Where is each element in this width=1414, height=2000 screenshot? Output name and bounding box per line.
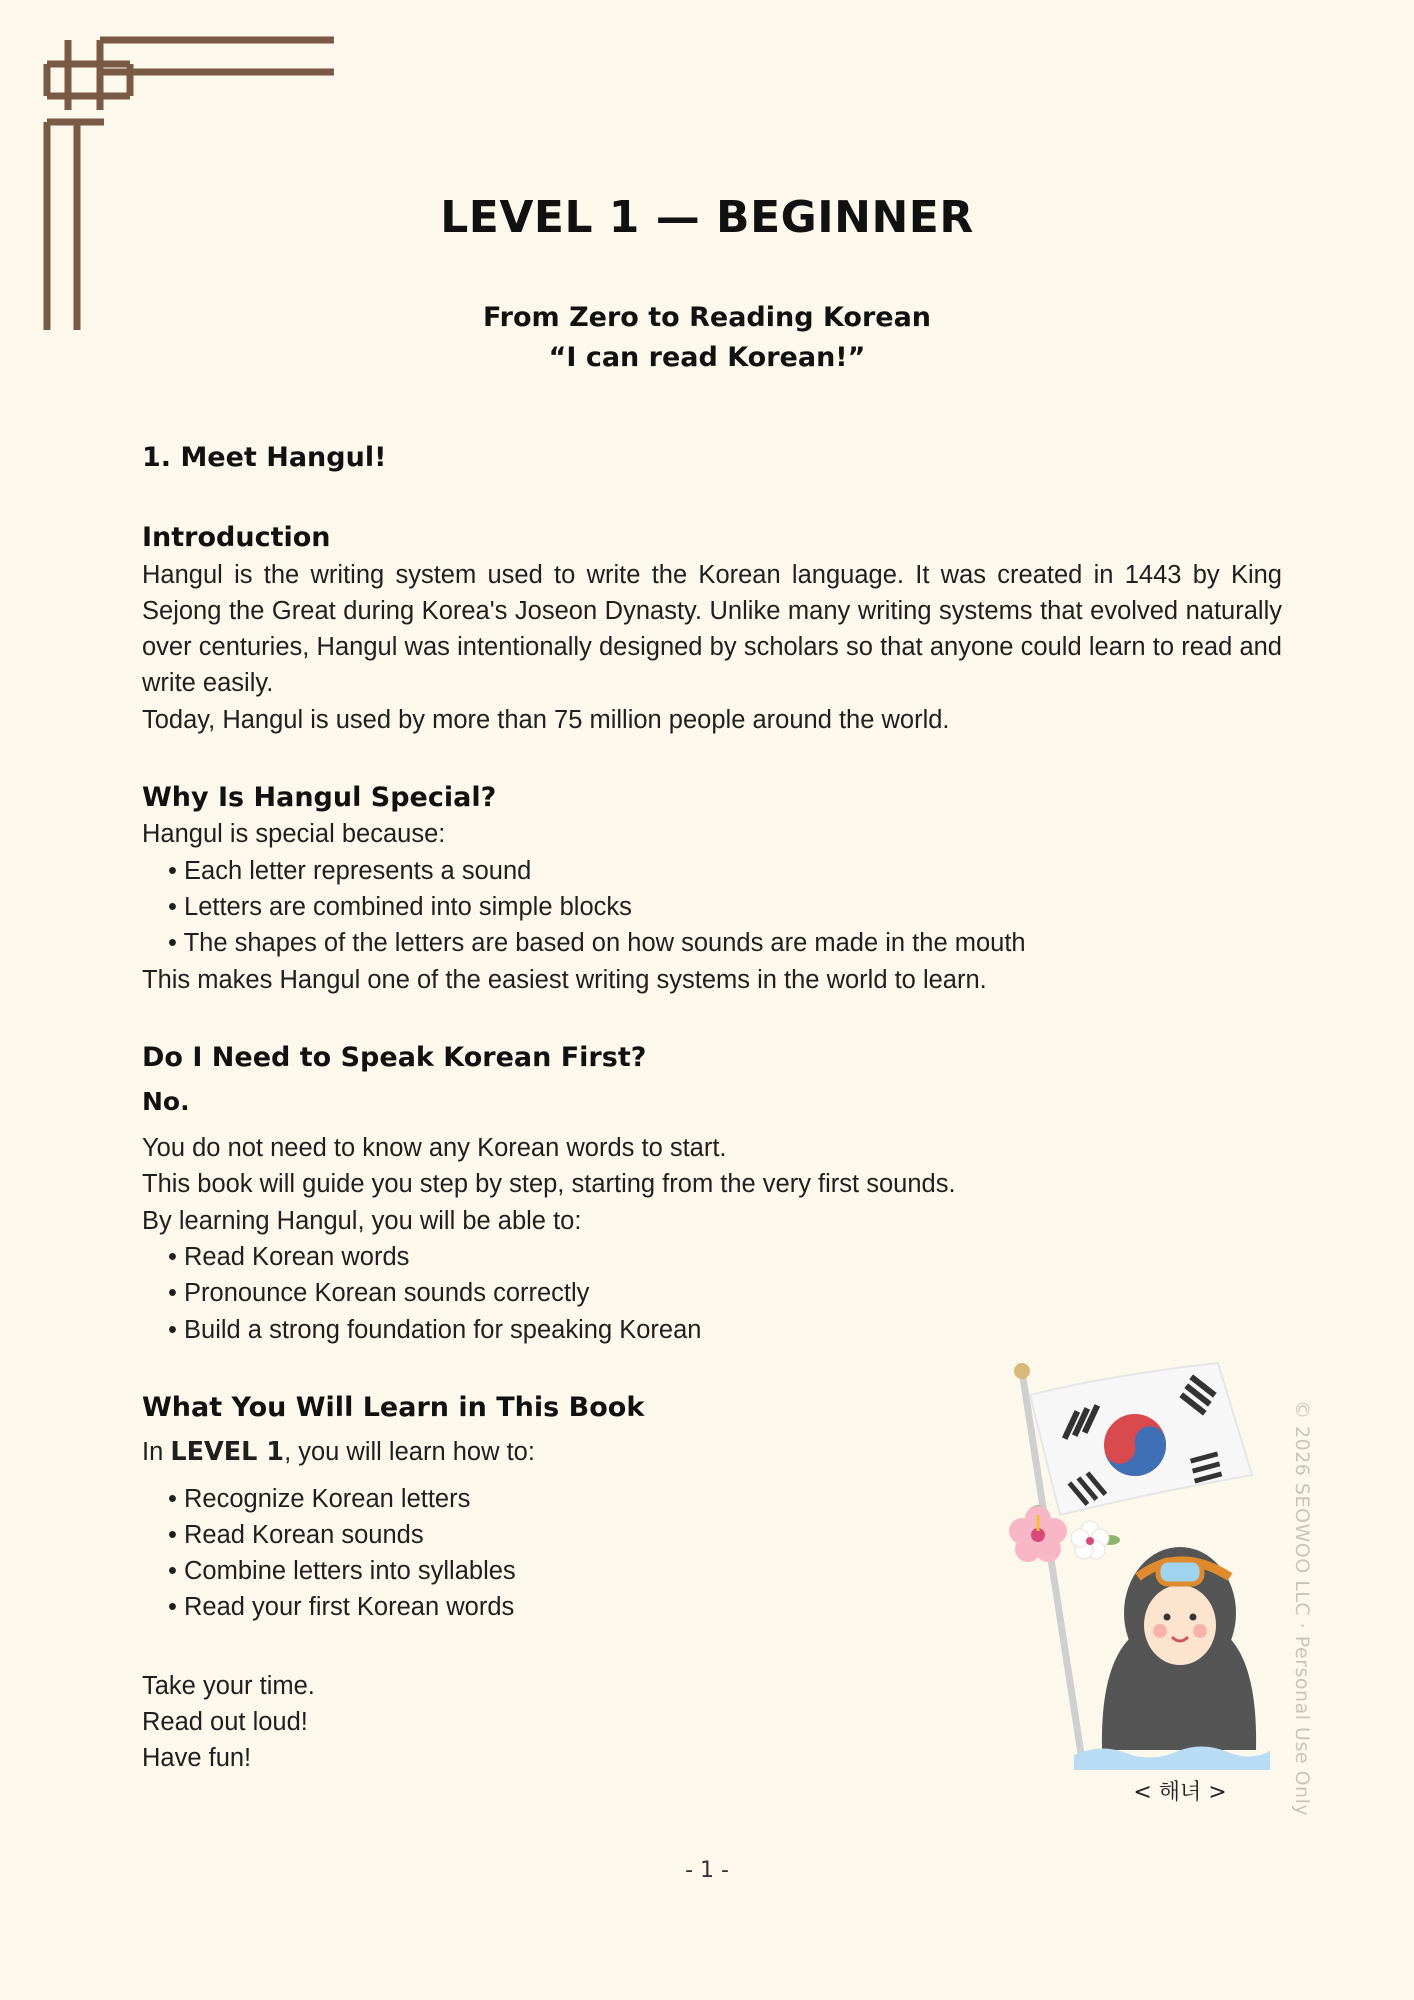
section-heading: 1. Meet Hangul! bbox=[142, 442, 387, 473]
speak-first-answer: No. bbox=[142, 1087, 190, 1117]
list-item: • Build a strong foundation for speaking Korean bbox=[168, 1312, 1282, 1348]
copyright-watermark: © 2026 SEOWOO LLC · Personal Use Only bbox=[1291, 1400, 1313, 1817]
learn-lead: In LEVEL 1, you will learn how to: bbox=[142, 1437, 535, 1468]
page-title: LEVEL 1 — BEGINNER bbox=[440, 192, 974, 243]
list-item: • Each letter represents a sound bbox=[168, 853, 1282, 889]
list-item: • Read Korean words bbox=[168, 1239, 1282, 1275]
why-special-lead: Hangul is special because: bbox=[142, 820, 446, 849]
illustration-caption: < 해녀 > bbox=[1133, 1780, 1227, 1805]
list-item: • Read Korean sounds bbox=[168, 1517, 1282, 1553]
speak-first-line: You do not need to know any Korean words to start. bbox=[142, 1134, 727, 1163]
list-item: • Pronounce Korean sounds correctly bbox=[168, 1275, 1282, 1311]
speak-first-line: This book will guide you step by step, starting from the very first sounds. bbox=[142, 1170, 956, 1199]
subtitle-quote: “I can read Korean!” bbox=[548, 342, 866, 373]
speak-first-line: By learning Hangul, you will be able to: bbox=[142, 1206, 582, 1235]
level-label: LEVEL 1 bbox=[170, 1437, 285, 1468]
introduction-paragraph: Hangul is the writing system used to write the Korean language. It was created in 1443 by King Sejong the Great during Korea's Joseon Dynasty. Unlike many writing systems that evolved naturally over centuries, Hangul was intentionally designed by scholars so that anyone could learn to read and write easily. bbox=[142, 560, 1282, 698]
closing-line: Read out loud! bbox=[142, 1708, 308, 1737]
closing-line: Have fun! bbox=[142, 1744, 252, 1773]
page-number: - 1 - bbox=[685, 1858, 729, 1883]
learn-heading: What You Will Learn in This Book bbox=[142, 1391, 645, 1423]
list-item: • Letters are combined into simple blocks bbox=[168, 889, 1282, 925]
haenyeo-illustration bbox=[990, 1355, 1280, 1775]
introduction-heading: Introduction bbox=[142, 522, 331, 554]
speak-first-list bbox=[142, 1239, 1282, 1348]
why-special-heading: Why Is Hangul Special? bbox=[142, 782, 497, 814]
list-item: • Read your first Korean words bbox=[168, 1589, 1282, 1625]
closing-line: Take your time. bbox=[142, 1671, 315, 1700]
why-special-list bbox=[142, 853, 1282, 962]
list-item: • Combine letters into syllables bbox=[168, 1553, 1282, 1589]
corner-ornament bbox=[0, 0, 340, 340]
subtitle: From Zero to Reading Korean bbox=[482, 302, 932, 333]
introduction-paragraph-2: Today, Hangul is used by more than 75 million people around the world. bbox=[142, 705, 950, 734]
list-item: • Recognize Korean letters bbox=[168, 1481, 1282, 1517]
why-special-closing: This makes Hangul one of the easiest writing systems in the world to learn. bbox=[142, 965, 987, 994]
speak-first-heading: Do I Need to Speak Korean First? bbox=[142, 1041, 647, 1073]
list-item: • The shapes of the letters are based on how sounds are made in the mouth bbox=[168, 925, 1282, 961]
